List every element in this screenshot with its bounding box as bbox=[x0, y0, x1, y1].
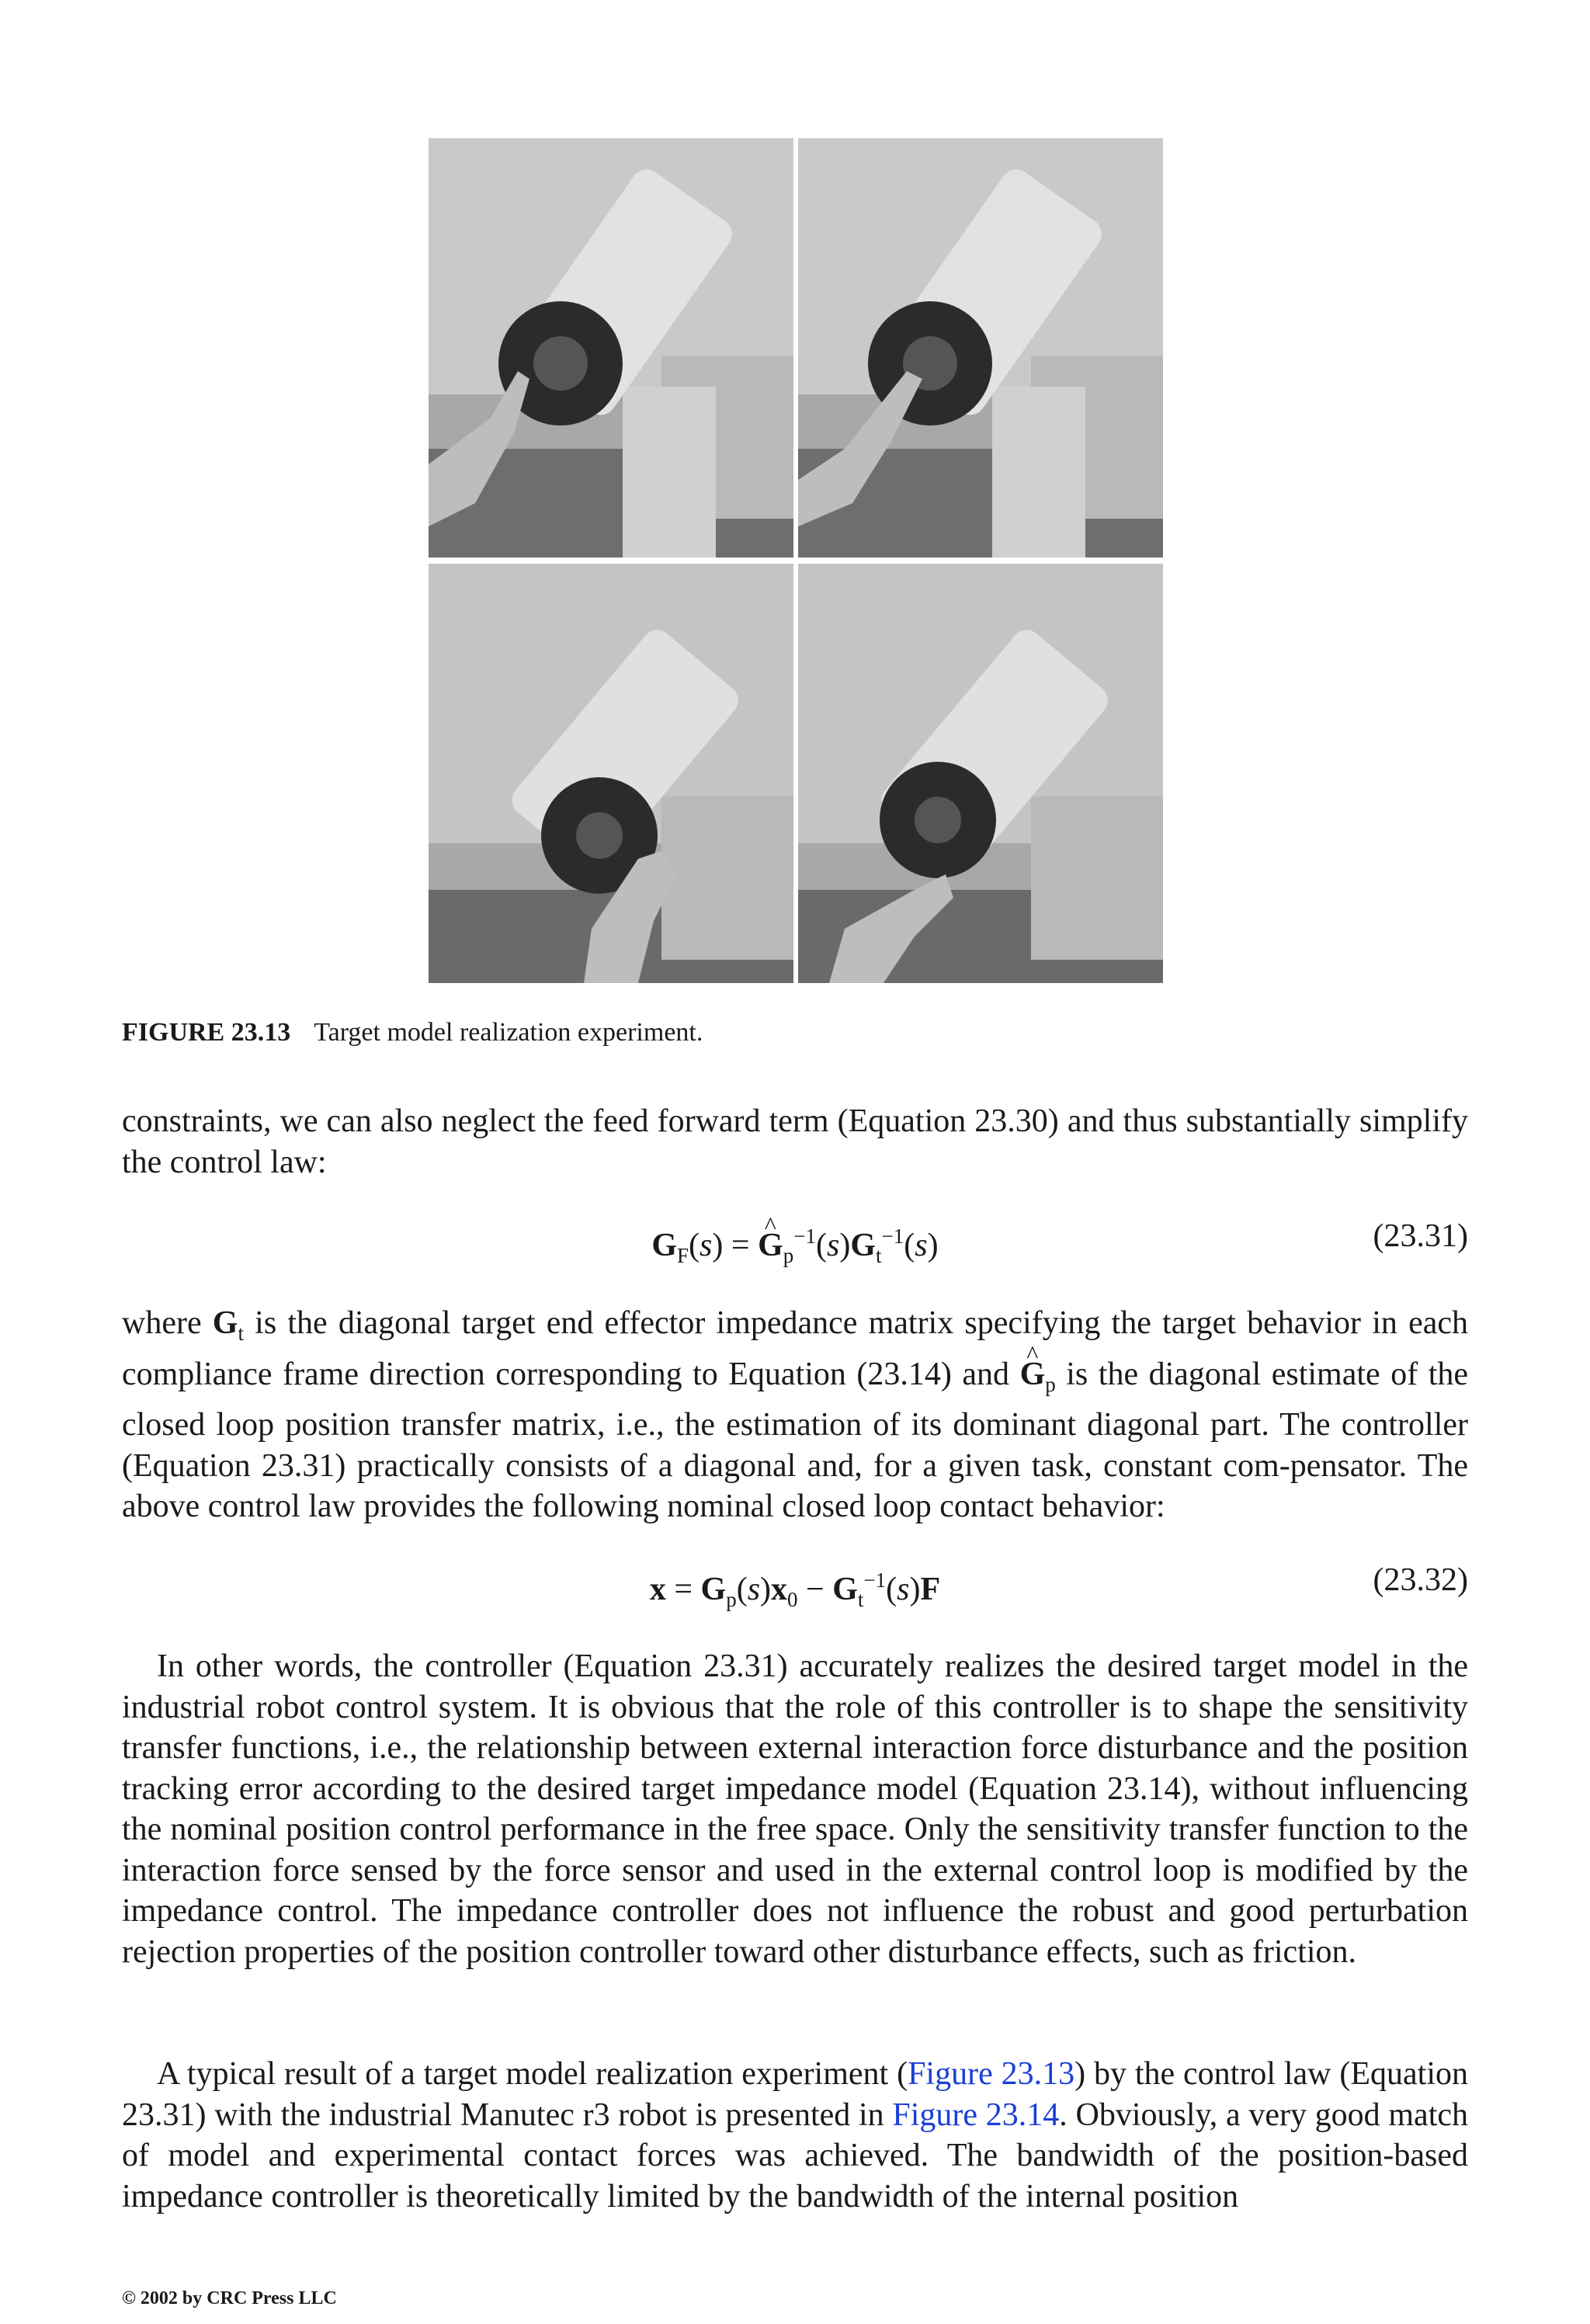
equation-number-23-31: (23.31) bbox=[1373, 1218, 1468, 1254]
paragraph-2: where $G_t$ is the diagonal target end effector impedance matrix specifying the target behavior in each compliance frame direction corresponding to Equation (23.14) and ^ $G_p$ is the diagonal estimate of the closed loop position transfer matrix, i.e., the estimation of its dominant diagonal part. The controller (Equation 23.31) practically consists of a diagonal and, for a given task, constant com-pensator. The above control law provides the following nominal closed loop contact behavior: bbox=[122, 1303, 1468, 1527]
figure-23-13-photos bbox=[429, 138, 1163, 983]
photo-panel-2 bbox=[798, 138, 1163, 558]
paragraph-4: A typical result of a target model realization experiment (Figure 23.13) by the control law (Equation 23.31) with the industrial Manutec r3 robot is presented in Figure 23.14. Obviously, a very good match of model and experimental contact forces was achieved. The bandwidth of the position-based impedance controller is theoretically limited by the bandwidth of the internal position bbox=[122, 2056, 1469, 2215]
paragraph-1: constraints, we can also neglect the feed forward term (Equation 23.30) and thus substantially simplify the control law: bbox=[122, 1103, 1468, 1180]
copyright-footer: © 2002 by CRC Press LLC bbox=[122, 2288, 337, 2308]
figure-caption bbox=[122, 1017, 703, 1048]
equation-number-23-32: (23.32) bbox=[1373, 1562, 1468, 1598]
equation-23-31 bbox=[122, 1211, 1468, 1267]
equation-23-32-body: $x = G_p(s)x_0 - G_t^{-1}(s)F$ bbox=[649, 1568, 941, 1611]
photo-panel-3 bbox=[429, 564, 793, 983]
paragraph-3: In other words, the controller (Equation 23.31) accurately realizes the desired target model in the industrial robot control system. It is obvious that the role of this controller is to shape the sensitivity transfer functions, i.e., the relationship between external interaction force disturbance and the position tracking error according to the desired target impedance model (Equation 23.14), without influencing the nominal position control performance in the free space. Only the sensitivity transfer function to the interaction force sensed by the force sensor and used in the external control loop is modified by the impedance control. The impedance controller does not influence the robust and good perturbation rejection properties of the position controller toward other disturbance effects, such as friction. bbox=[122, 1648, 1468, 1970]
figure-caption-text: Target model realization experiment. bbox=[314, 1018, 703, 1047]
figure-23-14-link[interactable]: Figure 23.14 bbox=[892, 2096, 1060, 2133]
photo-panel-1 bbox=[429, 138, 793, 558]
photo-panel-4 bbox=[798, 564, 1163, 983]
figure-23-13-link[interactable]: Figure 23.13 bbox=[908, 2056, 1075, 2092]
equation-23-31-body: $G_F(s)$ = ^ $G_p^{-1}(s)G_t^{-1}(s)$ bbox=[122, 1211, 1468, 1280]
equation-23-32 bbox=[122, 1555, 1468, 1611]
figure-label: FIGURE 23.13 bbox=[122, 1018, 291, 1047]
